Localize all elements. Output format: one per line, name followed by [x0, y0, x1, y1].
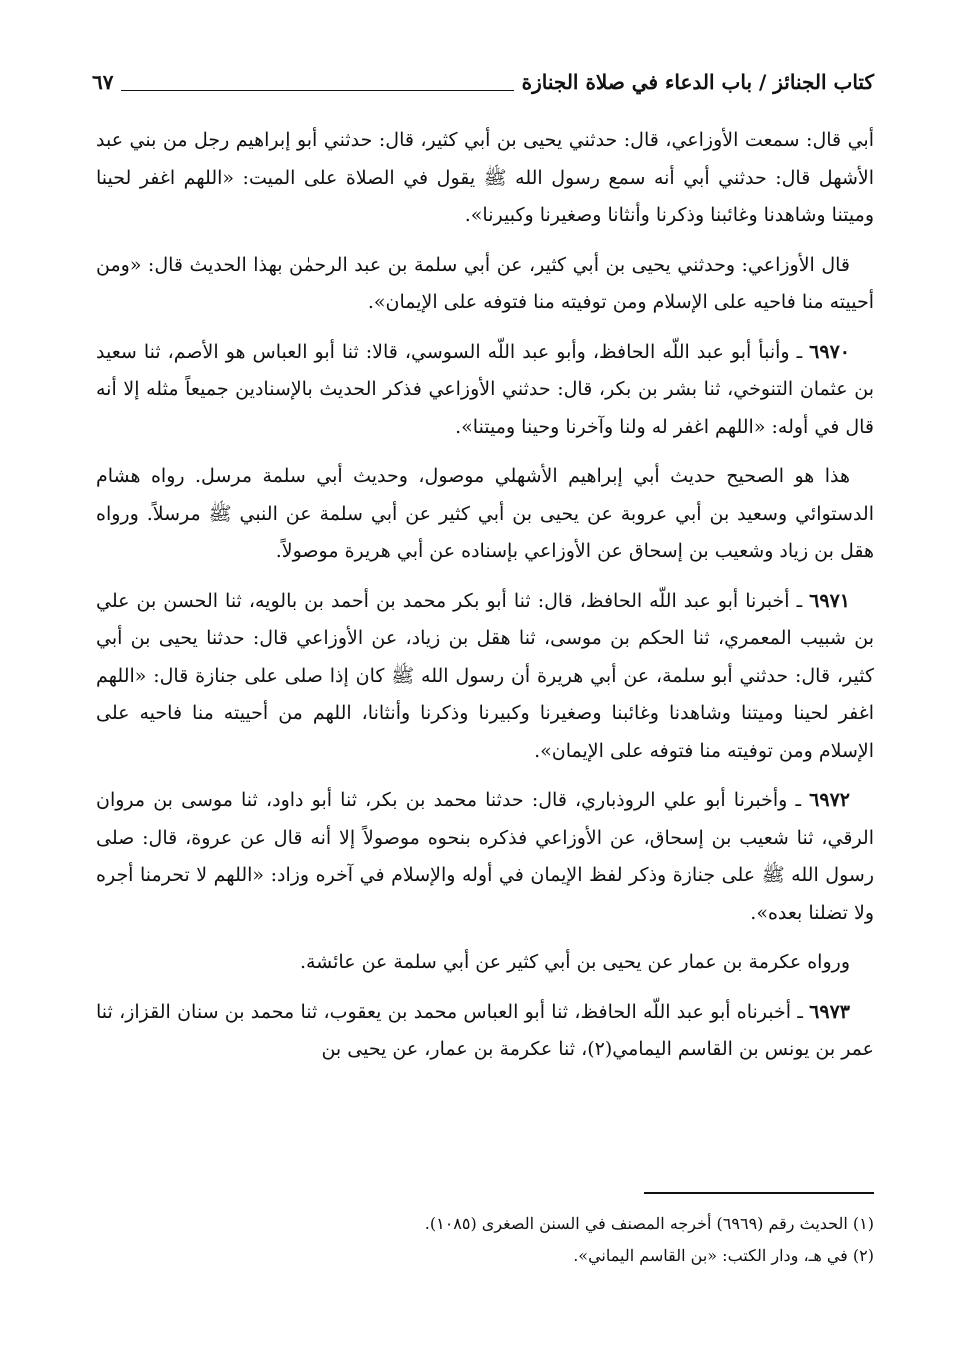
- paragraph-text: ـ أخبرناه أبو عبد اللّه الحافظ، ثنا أبو العباس محمد بن يعقوب، ثنا محمد بن سنان القزاز، ثنا عمر بن يونس بن القاسم اليمامي(٢)، ثنا عكرمة بن عمار، عن يحيى بن: [96, 1000, 874, 1060]
- paragraph: [96, 994, 874, 1069]
- footnote-separator: [644, 1192, 874, 1194]
- page-number: ٦٧: [92, 70, 114, 94]
- paragraph-text: قال الأوزاعي: وحدثني يحيى بن أبي كثير، عن أبي سلمة بن عبد الرحمٰن بهذا الحديث قال: «ومن أحييته منا فاحيه على الإسلام ومن توفيته منا فتوفه على الإيمان».: [96, 253, 874, 313]
- paragraph-text: ـ وأخبرنا أبو علي الروذباري، قال: حدثنا محمد بن بكر، ثنا أبو داود، ثنا موسى بن مروان الرقي، ثنا شعيب بن إسحاق، عن الأوزاعي فذكره بنحوه موصولاً إلا أنه قال عن عروة، قال: صلى رسول الله ﷺ على جنازة وذكر لفظ الإيمان في أوله والإسلام في آخره وزاد: «اللهم لا تحرمنا أجره ولا تضلنا بعده».: [96, 789, 874, 924]
- footnote: (١) الحديث رقم (٦٩٦٩) أخرجه المصنف في السنن الصغرى (١٠٨٥).: [424, 1214, 874, 1233]
- paragraph: [96, 782, 874, 932]
- paragraph: [96, 247, 874, 322]
- paragraph: [96, 122, 874, 235]
- paragraph-text: ـ وأنبأ أبو عبد اللّه الحافظ، وأبو عبد اللّه السوسي، قالا: ثنا أبو العباس هو الأصم، ثنا سعيد بن عثمان التنوخي، ثنا بشر بن بكر، قال: حدثني الأوزاعي فذكر الحديث بالإسنادين جميعاً مثله إلا أنه قال في أوله: «اللهم اغفر له ولنا وآخرنا وحينا وميتنا».: [96, 340, 874, 438]
- paragraph: [96, 583, 874, 771]
- paragraph-text: أبي قال: سمعت الأوزاعي، قال: حدثني يحيى بن أبي كثير، قال: حدثني أبو إبراهيم رجل من بني عبد الأشهل قال: حدثني أبي أنه سمع رسول الله ﷺ يقول في الصلاة على الميت: «اللهم اغفر لحينا وميتنا وشاهدنا وغائبنا وذكرنا وأنثانا وصغيرنا وكبيرنا».: [96, 129, 874, 226]
- paragraph-text: ورواه عكرمة بن عمار عن يحيى بن أبي كثير عن أبي سلمة عن عائشة.: [299, 951, 850, 973]
- hadith-number: ٦٩٧٠: [809, 340, 850, 363]
- header-title: كتاب الجنائز / باب الدعاء في صلاة الجنازة: [521, 70, 874, 94]
- paragraph-text: هذا هو الصحيح حديث أبي إبراهيم الأشهلي موصول، وحديث أبي سلمة مرسل. رواه هشام الدستوائي وسعيد بن أبي عروبة عن يحيى بن أبي كثير عن أبي سلمة عن النبي ﷺ مرسلاً. ورواه هقل بن زياد وشعيب بن إسحاق عن الأوزاعي بإسناده عن أبي هريرة موصولاً.: [96, 465, 874, 562]
- paragraph: [96, 334, 874, 447]
- header-rule: [121, 90, 513, 91]
- hadith-number: ٦٩٧٣: [809, 1000, 850, 1023]
- footnotes: [96, 1192, 874, 1272]
- paragraph: [96, 944, 874, 982]
- running-header: [92, 62, 874, 102]
- hadith-number: ٦٩٧٢: [809, 789, 850, 811]
- footnote: (٢) في هـ، ودار الكتب: «بن القاسم اليماني».: [573, 1246, 874, 1265]
- paragraph: [96, 458, 874, 571]
- hadith-number: ٦٩٧١: [809, 589, 850, 612]
- body-text: [96, 122, 874, 1081]
- paragraph-text: ـ أخبرنا أبو عبد اللّه الحافظ، قال: ثنا أبو بكر محمد بن أحمد بن بالويه، ثنا الحسن بن علي بن شبيب المعمري، ثنا الحكم بن موسى، ثنا هقل بن زياد، عن الأوزاعي قال: حدثنا يحيى بن أبي كثير، قال: حدثني أبو سلمة، عن أبي هريرة أن رسول الله ﷺ كان إذا صلى على جنازة قال: «اللهم اغفر لحينا وميتنا وشاهدنا وغائبنا وصغيرنا وكبيرنا وذكرنا وأنثانا، اللهم من أحييته منا فاحيه على الإسلام ومن توفيته منا فتوفه على الإيمان».: [96, 589, 874, 762]
